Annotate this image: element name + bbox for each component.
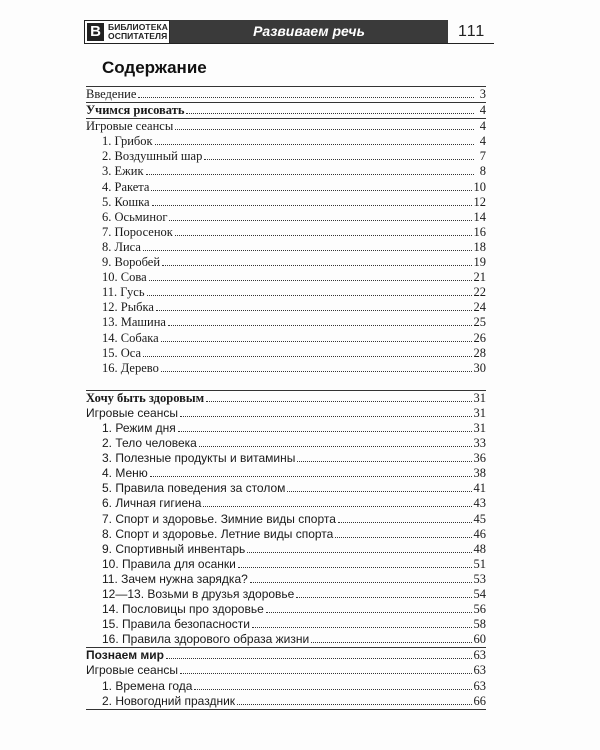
toc-label: 12. Рыбка: [102, 300, 154, 315]
toc-page: 16: [473, 224, 486, 239]
dot-leader: [252, 627, 472, 628]
toc-item[interactable]: [86, 451, 486, 466]
toc-label: 9. Спортивный инвентарь: [102, 541, 246, 556]
dot-leader: [161, 341, 472, 342]
toc-page: 41: [473, 481, 486, 496]
toc-label: 1. Времена года: [102, 678, 193, 693]
toc-page: 66: [473, 693, 486, 708]
toc-item[interactable]: [86, 149, 486, 164]
toc-item[interactable]: [86, 496, 486, 511]
toc-label: 15. Оса: [102, 345, 142, 360]
dot-leader: [166, 658, 472, 659]
toc-page: 36: [473, 451, 486, 466]
toc-item[interactable]: [86, 542, 486, 557]
toc-item[interactable]: [86, 512, 486, 527]
toc-label: 2. Тело человека: [102, 436, 197, 451]
toc-label: Хочу быть здоровым: [86, 390, 205, 405]
toc-page: 8: [479, 164, 486, 179]
toc-item[interactable]: [86, 331, 486, 346]
toc-label: 6. Осьминог: [102, 209, 168, 224]
toc-label: 14. Собака: [102, 330, 159, 345]
toc-item[interactable]: [86, 225, 486, 240]
page-number: 111: [458, 23, 486, 40]
toc-page: 31: [473, 390, 486, 405]
toc-page: 45: [473, 511, 486, 526]
dot-leader: [143, 250, 472, 251]
toc-item[interactable]: [86, 527, 486, 542]
toc-label: 1. Грибок: [102, 134, 153, 149]
toc-label: 6. Личная гигиена: [102, 496, 202, 511]
toc-page: 7: [479, 149, 486, 164]
toc-page: 21: [473, 270, 486, 285]
toc-page: 63: [473, 648, 486, 663]
toc-label: 4. Ракета: [102, 179, 150, 194]
dot-leader: [266, 612, 472, 613]
toc-item[interactable]: [86, 694, 486, 709]
dot-leader: [149, 280, 472, 281]
dot-leader: [203, 506, 471, 507]
toc-item[interactable]: [86, 466, 486, 481]
dot-leader: [138, 97, 474, 98]
running-header: [84, 20, 494, 44]
dot-leader: [152, 205, 472, 206]
toc-item-games[interactable]: [86, 406, 486, 421]
toc-item-games[interactable]: [86, 663, 486, 678]
toc-page: 10: [473, 179, 486, 194]
toc-label: Познаем мир: [86, 648, 164, 663]
series-name-line1: БИБЛИОТЕКА: [108, 22, 168, 32]
toc-label: 7. Поросенок: [102, 224, 173, 239]
dot-leader: [155, 144, 474, 145]
dot-leader: [338, 522, 472, 523]
toc-item[interactable]: [86, 557, 486, 572]
toc-label: 3. Полезные продукты и витамины: [102, 451, 296, 466]
toc-label: 5. Кошка: [102, 194, 150, 209]
toc-item[interactable]: [86, 210, 486, 225]
dot-leader: [178, 431, 472, 432]
dot-leader: [169, 220, 471, 221]
dot-leader: [168, 325, 472, 326]
toc-item[interactable]: [86, 134, 486, 149]
toc-page: 51: [473, 556, 486, 571]
toc-label: 16. Правила здорового образа жизни: [102, 632, 310, 647]
dot-leader: [151, 190, 471, 191]
toc-page: 25: [473, 315, 486, 330]
toc-item[interactable]: [86, 572, 486, 587]
toc-label: 5. Правила поведения за столом: [102, 481, 286, 496]
toc-page: 22: [473, 285, 486, 300]
toc-section-drawing[interactable]: [86, 103, 486, 118]
toc-item[interactable]: [86, 632, 486, 647]
section-health-items: [86, 421, 486, 647]
toc-page: 48: [473, 541, 486, 556]
toc-item[interactable]: [86, 255, 486, 270]
section-drawing-items: [86, 134, 486, 376]
toc-label: 4. Меню: [102, 466, 148, 481]
dot-leader: [150, 476, 472, 477]
toc-page: 19: [473, 255, 486, 270]
toc-item[interactable]: [86, 602, 486, 617]
toc-item[interactable]: [86, 164, 486, 179]
dot-leader: [296, 597, 471, 598]
toc-label: 7. Спорт и здоровье. Зимние виды спорта: [102, 511, 336, 526]
toc-label: 13. Машина: [102, 315, 166, 330]
dot-leader: [335, 537, 471, 538]
toc-page: 31: [473, 420, 486, 435]
series-letter: В: [87, 23, 104, 41]
toc-item-intro[interactable]: [86, 87, 486, 102]
toc-page: 63: [473, 678, 486, 693]
toc-page: 33: [473, 436, 486, 451]
toc-item[interactable]: [86, 481, 486, 496]
dot-leader: [146, 174, 474, 175]
dot-leader: [180, 673, 472, 674]
toc-label: 2. Воздушный шар: [102, 149, 203, 164]
series-name-line2: ОСПИТАТЕЛЯ: [108, 31, 168, 41]
toc-page: 43: [473, 496, 486, 511]
book-title: Развиваем речь: [170, 20, 448, 43]
series-logo: [84, 20, 170, 44]
toc-item[interactable]: [86, 346, 486, 361]
toc-page: 24: [473, 300, 486, 315]
toc-label: 9. Воробей: [102, 255, 161, 270]
dot-leader: [311, 642, 471, 643]
toc-label: 11. Гусь: [102, 285, 145, 300]
header-rule: [170, 43, 494, 44]
toc-item[interactable]: [86, 361, 486, 376]
toc-page: 46: [473, 526, 486, 541]
toc-page: 4: [479, 134, 486, 149]
toc-page: 28: [473, 345, 486, 360]
toc-label: 16. Дерево: [102, 360, 159, 375]
toc-page: 54: [473, 587, 486, 601]
toc-label: Игровые сеансы: [86, 405, 178, 420]
toc-item[interactable]: [86, 270, 486, 285]
toc-page: 53: [473, 571, 486, 586]
toc-page: 63: [473, 663, 486, 678]
dot-leader: [186, 113, 474, 114]
toc-item[interactable]: [86, 679, 486, 694]
section-world-items: [86, 679, 486, 709]
toc-label: Введение: [86, 87, 137, 101]
toc-label: Игровые сеансы: [86, 119, 174, 134]
toc-page: 56: [473, 602, 486, 617]
toc-item[interactable]: [86, 240, 486, 255]
dot-leader: [194, 689, 471, 690]
toc-label: 2. Новогодний праздник: [102, 693, 236, 708]
toc-page: 30: [473, 360, 486, 375]
toc-page: 58: [473, 617, 486, 632]
dot-leader: [204, 159, 474, 160]
spacer: [86, 376, 486, 390]
toc-page: 60: [473, 632, 486, 647]
dot-leader: [199, 446, 472, 447]
dot-leader: [238, 567, 472, 568]
toc-label: 10. Сова: [102, 270, 147, 285]
toc-page: 26: [473, 330, 486, 345]
toc-section-health[interactable]: [86, 391, 486, 406]
toc-label: 14. Пословицы про здоровье: [102, 602, 264, 617]
toc-page: 14: [473, 209, 486, 224]
toc-page: 31: [473, 405, 486, 420]
toc-page: 38: [473, 466, 486, 481]
toc-label: 3. Ежик: [102, 164, 144, 179]
toc-label: Учимся рисовать: [86, 103, 185, 118]
dot-leader: [297, 461, 471, 462]
toc-item[interactable]: [86, 195, 486, 210]
toc-page: 3: [479, 87, 486, 101]
toc-label: Игровые сеансы: [86, 663, 178, 678]
dot-leader: [147, 295, 472, 296]
toc-page: 4: [479, 103, 486, 118]
table-of-contents: [86, 86, 486, 710]
series-name: [108, 23, 168, 41]
toc-title: Содержание: [102, 58, 207, 77]
divider: [86, 709, 486, 710]
toc-label: 12—13. Возьми в друзья здоровье: [102, 587, 295, 601]
toc-item[interactable]: [86, 315, 486, 330]
toc-label: 8. Спорт и здоровье. Летние виды спорта: [102, 526, 334, 541]
dot-leader: [161, 371, 472, 372]
toc-item[interactable]: [86, 300, 486, 315]
toc-page: 4: [479, 119, 486, 134]
dot-leader: [250, 582, 472, 583]
dot-leader: [162, 265, 471, 266]
toc-item-games[interactable]: [86, 119, 486, 134]
toc-item[interactable]: [86, 436, 486, 451]
toc-label: 15. Правила безопасности: [102, 617, 250, 632]
dot-leader: [175, 129, 474, 130]
dot-leader: [287, 491, 471, 492]
toc-page: 18: [473, 239, 486, 254]
toc-label: 1. Режим дня: [102, 420, 176, 435]
toc-page: 12: [473, 194, 486, 209]
dot-leader: [156, 310, 472, 311]
toc-item[interactable]: [86, 421, 486, 436]
toc-item[interactable]: [86, 587, 486, 602]
dot-leader: [247, 552, 471, 553]
toc-label: 11. Зачем нужна зарядка?: [102, 571, 248, 586]
dot-leader: [143, 356, 471, 357]
dot-leader: [175, 235, 472, 236]
toc-label: 10. Правила для осанки: [102, 556, 236, 571]
toc-section-world[interactable]: [86, 648, 486, 663]
toc-label: 8. Лиса: [102, 239, 141, 254]
toc-item[interactable]: [86, 285, 486, 300]
dot-leader: [206, 401, 471, 402]
dot-leader: [237, 704, 471, 705]
dot-leader: [180, 416, 472, 417]
toc-item[interactable]: [86, 180, 486, 195]
toc-item[interactable]: [86, 617, 486, 632]
